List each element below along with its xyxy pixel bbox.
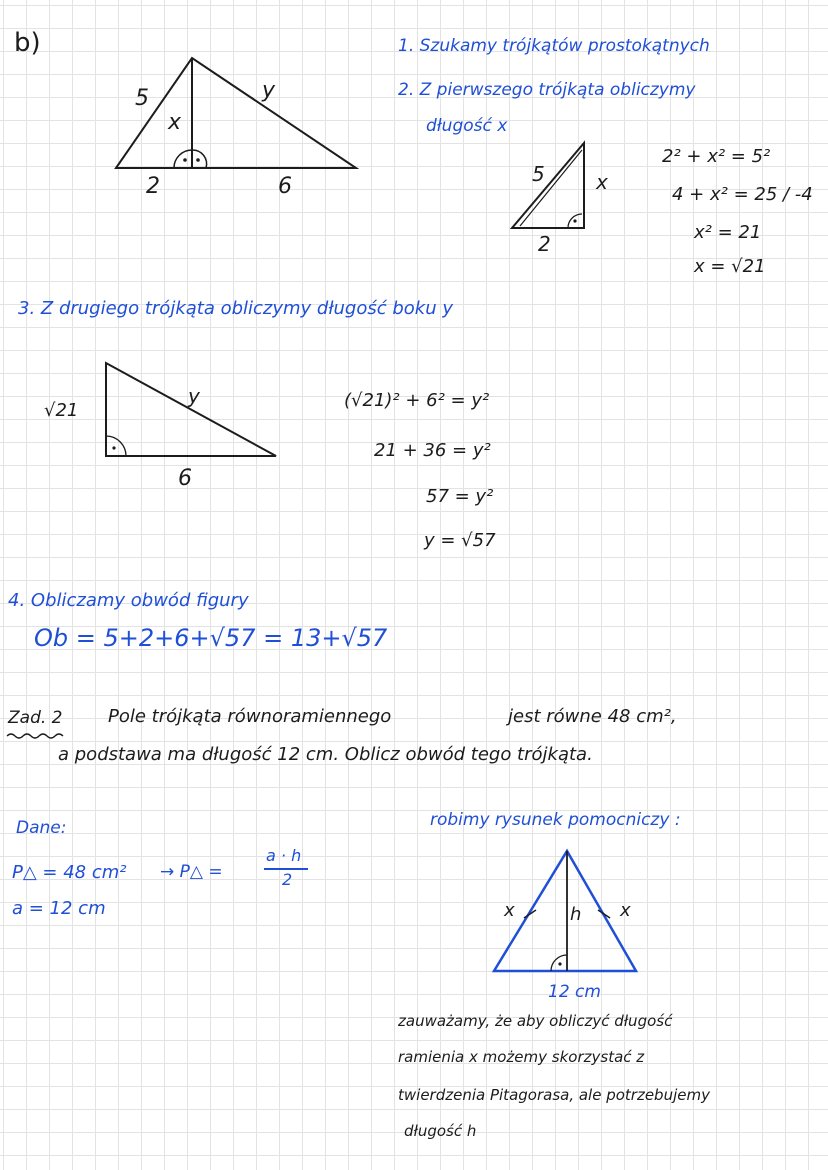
task2-line2: a podstawa ma długość 12 cm. Oblicz obwód tego trójkąta. xyxy=(58,744,593,765)
fig3-hyp: y xyxy=(188,384,200,408)
note-line2: ramienia x możemy skorzystać z xyxy=(398,1048,645,1066)
fig3-base: 6 xyxy=(178,466,192,491)
helper-height: h xyxy=(570,904,582,925)
eq1-line3: x² = 21 xyxy=(694,222,762,243)
perimeter-result: Ob = 5+2+6+√57 = 13+√57 xyxy=(34,624,388,652)
formula-numerator: a · h xyxy=(266,846,302,865)
eq2-line3: 57 = y² xyxy=(426,486,494,507)
formula-denominator: 2 xyxy=(282,870,293,889)
eq1-line4: x = √21 xyxy=(694,256,766,277)
task2-label: Zad. 2 xyxy=(8,708,63,728)
fig1-right-side: y xyxy=(262,78,276,103)
eq1-line2: 4 + x² = 25 / -4 xyxy=(672,184,813,205)
helper-heading: robimy rysunek pomocniczy : xyxy=(430,810,681,830)
note-line4: długość h xyxy=(404,1122,477,1140)
helper-left-side: x xyxy=(504,900,515,921)
fig1-left-base: 2 xyxy=(146,174,160,199)
eq2-line4: y = √57 xyxy=(424,530,496,551)
given-heading: Dane: xyxy=(16,818,67,838)
step-2b: długość x xyxy=(426,116,508,136)
fig1-right-base: 6 xyxy=(278,174,292,199)
eq1-line1: 2² + x² = 5² xyxy=(662,146,771,167)
eq2-line1: (√21)² + 6² = y² xyxy=(344,390,490,411)
fig1-left-side: 5 xyxy=(135,86,149,111)
fig2-hyp: 5 xyxy=(532,162,545,186)
fig2-base: 2 xyxy=(538,232,551,256)
helper-base: 12 cm xyxy=(548,982,601,1002)
given-base: a = 12 cm xyxy=(12,898,106,919)
step-4: 4. Obliczamy obwód figury xyxy=(8,590,249,611)
given-area: P△ = 48 cm² xyxy=(12,862,127,883)
task2-line1b: jest równe 48 cm², xyxy=(508,706,677,727)
step-3: 3. Z drugiego trójkąta obliczymy długość boku y xyxy=(18,298,454,319)
fig1-height: x xyxy=(168,110,182,135)
fig3-vertical: √21 xyxy=(44,400,79,421)
step-2a: 2. Z pierwszego trójkąta obliczymy xyxy=(398,80,696,100)
note-line1: zauważamy, że aby obliczyć długość xyxy=(398,1012,673,1030)
note-line3: twierdzenia Pitagorasa, ale potrzebujemy xyxy=(398,1086,710,1104)
fig2-leg: x xyxy=(596,170,608,194)
helper-right-side: x xyxy=(620,900,631,921)
section-label: b) xyxy=(14,28,41,58)
eq2-line2: 21 + 36 = y² xyxy=(374,440,491,461)
step-1: 1. Szukamy trójkątów prostokątnych xyxy=(398,36,710,56)
task2-line1: Pole trójkąta równoramiennego xyxy=(108,706,392,727)
formula-left: → P△ = xyxy=(160,862,223,882)
